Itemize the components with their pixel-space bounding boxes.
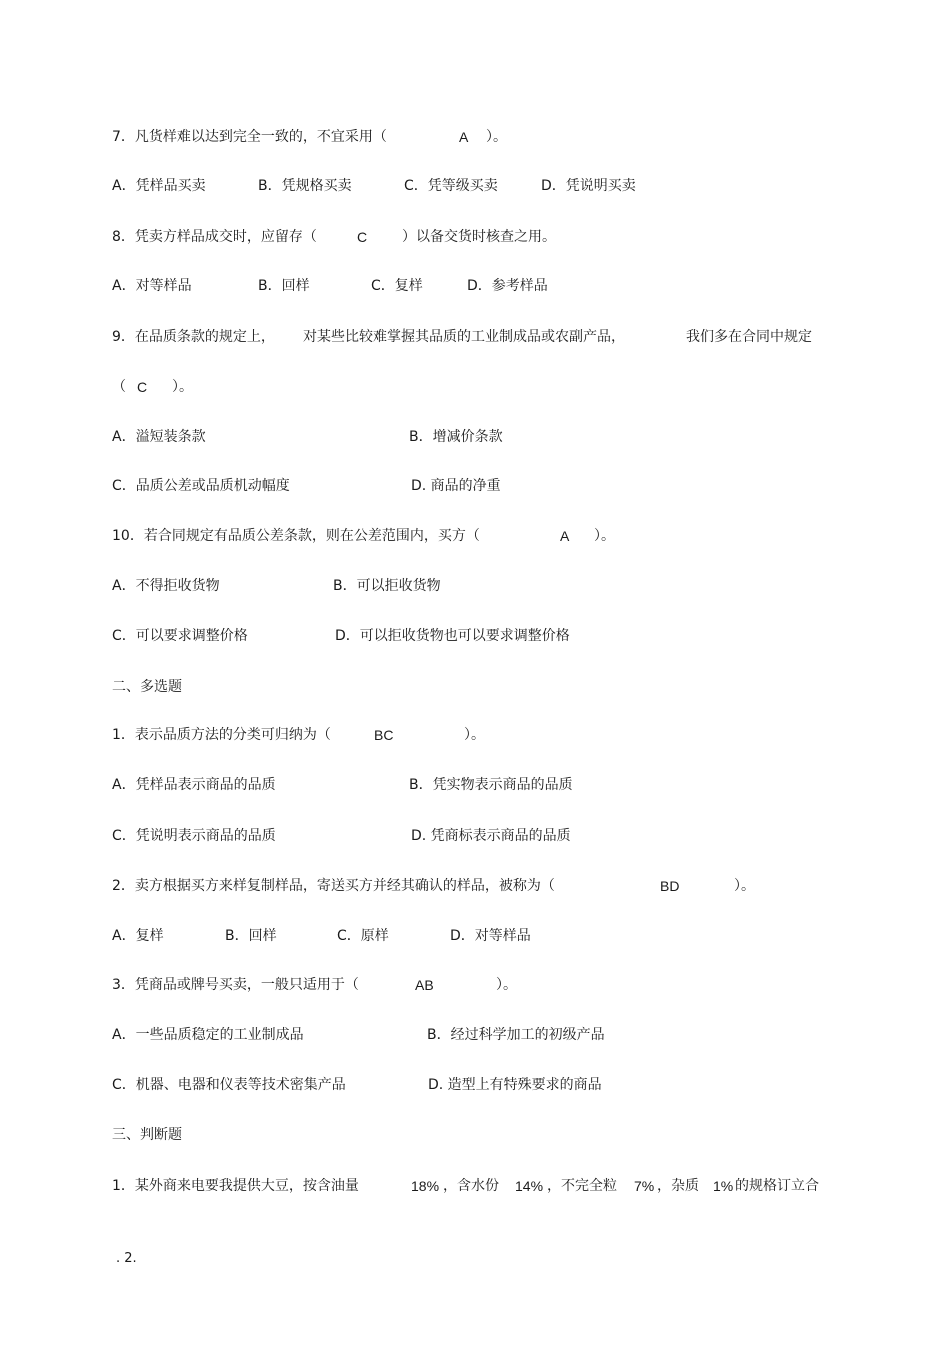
q7-option-a: A．凭样品买卖 [112,178,206,194]
question-10-close: ）。 [594,528,615,544]
m2-option-a: A．复样 [112,928,164,944]
judge-question-1-part-4: ，杂质 [657,1178,699,1194]
question-8-close: ）以备交货时核查之用。 [402,229,556,245]
question-9-text-c: 我们多在合同中规定 [686,329,812,345]
judge-question-1-impurity: 1% [713,1178,734,1194]
multi-question-1-close: ）。 [464,727,485,743]
multi-question-2-answer: BD [660,878,680,894]
question-8-answer: C [357,229,368,245]
q10-option-a: A．不得拒收货物 [112,578,220,594]
multi-question-3-close: ）。 [496,977,517,993]
multi-question-2-close: ）。 [734,878,755,894]
judge-question-1-moisture: 14% [515,1178,544,1194]
q7-option-b: B．凭规格买卖 [258,178,352,194]
judge-question-1-part-2: ，含水份 [443,1178,499,1194]
m2-option-c: C．原样 [337,928,389,944]
multi-question-2-text: 2．卖方根据买方来样复制样品，寄送买方并经其确认的样品，被称为（ [112,878,555,894]
question-10-text: 10．若合同规定有品质公差条款，则在公差范围内，买方（ [112,528,480,544]
m3-option-a: A．一些品质稳定的工业制成品 [112,1027,304,1043]
q9-option-a: A．溢短装条款 [112,429,206,445]
section-heading-true-false: 三、判断题 [112,1127,182,1143]
page-number: . 2. [116,1251,137,1266]
multi-question-3-text: 3．凭商品或牌号买卖，一般只适用于（ [112,977,359,993]
q8-option-d: D．参考样品 [467,278,548,294]
q9-option-c: C．品质公差或品质机动幅度 [112,478,290,494]
question-9-close: ）。 [172,379,193,395]
question-9-answer: C [137,379,148,395]
question-10-answer: A [560,528,570,544]
m2-option-b: B．回样 [225,928,277,944]
q10-option-d: D．可以拒收货物也可以要求调整价格 [335,628,570,644]
q8-option-a: A．对等样品 [112,278,192,294]
q9-option-b: B．增减价条款 [409,429,503,445]
m1-option-d: D. 凭商标表示商品的品质 [411,828,571,844]
question-8-text: 8．凭卖方样品成交时，应留存（ [112,229,317,245]
question-7 [112,128,387,146]
question-9-open: （ [112,379,126,395]
m3-option-b: B．经过科学加工的初级产品 [427,1027,605,1043]
question-7-text: 7．凡货样难以达到完全一致的，不宜采用（ [112,129,387,145]
q9-option-d: D. 商品的净重 [411,478,501,494]
question-7-close: ）。 [486,129,507,145]
q8-option-c: C．复样 [371,278,423,294]
q7-option-c: C．凭等级买卖 [404,178,498,194]
section-heading-multiple-choice: 二、多选题 [112,679,182,695]
judge-question-1-part-3: ，不完全粒 [547,1178,617,1194]
m1-option-c: C．凭说明表示商品的品质 [112,828,276,844]
m1-option-a: A．凭样品表示商品的品质 [112,777,276,793]
judge-question-1-part-5: 的规格订立合 [735,1178,819,1194]
m1-option-b: B．凭实物表示商品的品质 [409,777,573,793]
judge-question-1-oil: 18% [411,1178,440,1194]
multi-question-3-answer: AB [415,977,434,993]
multi-question-1-text: 1．表示品质方法的分类可归纳为（ [112,727,331,743]
judge-question-1-incomplete: 7% [634,1178,655,1194]
judge-question-1-part-1: 1．某外商来电要我提供大豆，按含油量 [112,1178,359,1194]
m3-option-d: D. 造型上有特殊要求的商品 [428,1077,602,1093]
q10-option-b: B．可以拒收货物 [333,578,441,594]
q10-option-c: C．可以要求调整价格 [112,628,248,644]
multi-question-1-answer: BC [374,727,394,743]
m3-option-c: C．机器、电器和仪表等技术密集产品 [112,1077,346,1093]
m2-option-d: D．对等样品 [450,928,531,944]
question-9-text-b: 对某些比较难掌握其品质的工业制成品或农副产品， [303,329,625,345]
question-9-text-a: 9．在品质条款的规定上， [112,329,275,345]
q7-option-d: D．凭说明买卖 [541,178,636,194]
question-7-answer: A [459,129,469,145]
q8-option-b: B．回样 [258,278,310,294]
